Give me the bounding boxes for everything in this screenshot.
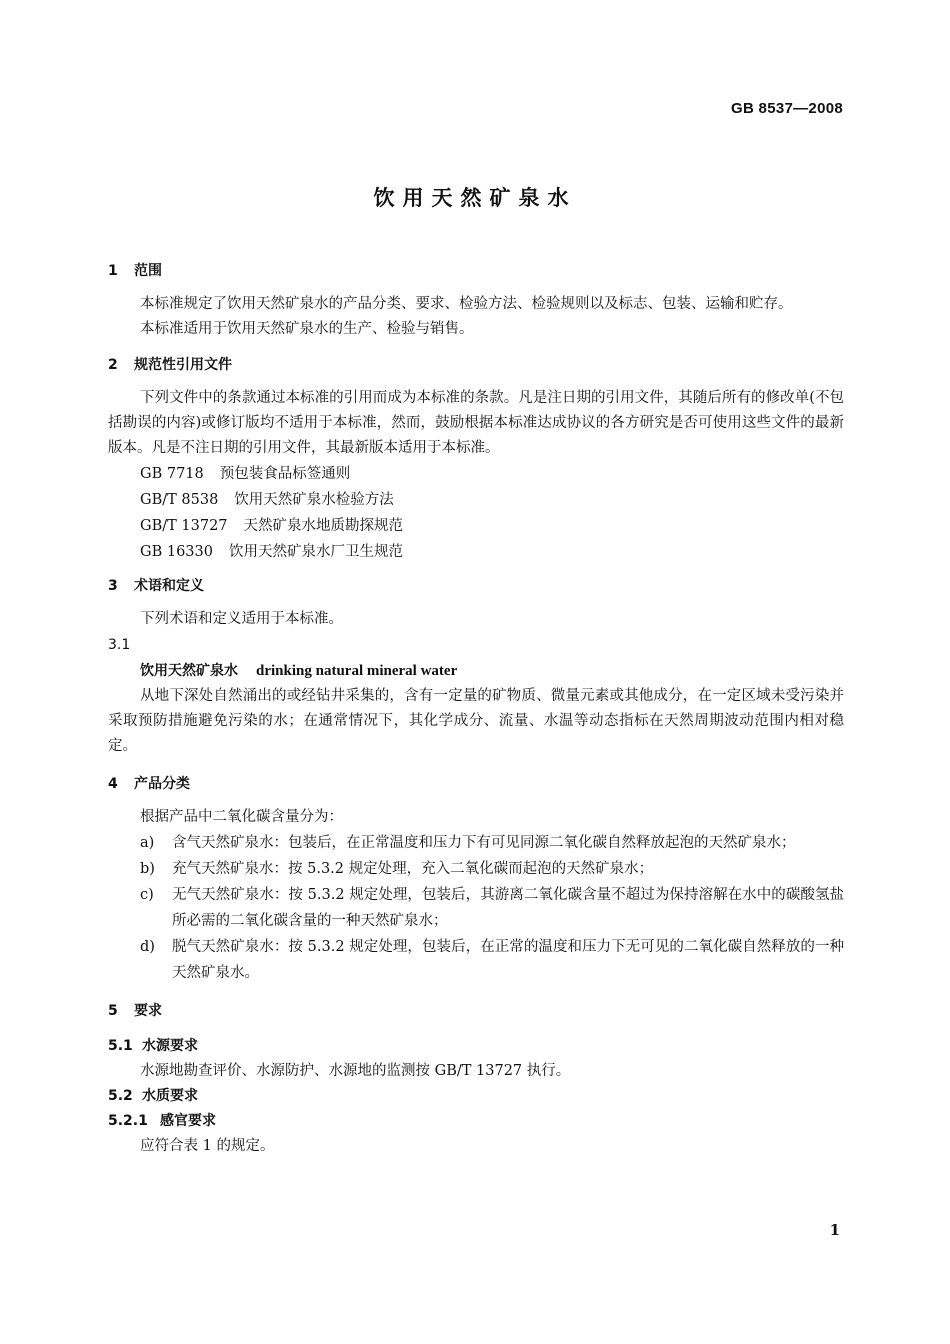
section-number: 1 [108, 263, 118, 279]
section-4-heading [108, 771, 844, 797]
section-number: 4 [108, 776, 118, 792]
section-number: 5 [108, 1003, 118, 1019]
section-2-heading [108, 352, 844, 378]
list-item: c) 无气天然矿泉水：按 5.3.2 规定处理，包装后，其游离二氧化碳含量不超过为保持溶解在水中的碳酸氢盐所必需的二氧化碳含量的一种天然矿泉水； [140, 887, 844, 929]
paragraph: 下列文件中的条款通过本标准的引用而成为本标准的条款。凡是注日期的引用文件，其随后所有的修改单(不包括勘误的内容)或修订版均不适用于本标准，然而，鼓励根据本标准达成协议的各方研究是否可使用这些文件的最新版本。凡是不注日期的引用文件，其最新版本适用于本标准。 [108, 390, 844, 456]
subsection-5-2-heading: 5.2 水质要求 [108, 1088, 198, 1104]
section-title: 产品分类 [134, 776, 190, 792]
clause-number: 3.1 [108, 637, 131, 653]
document-title: 饮用天然矿泉水 [373, 186, 577, 210]
paragraph: 本标准规定了饮用天然矿泉水的产品分类、要求、检验方法、检验规则以及标志、包装、运输和贮存。 [140, 296, 793, 312]
section-number: 2 [108, 357, 118, 373]
document-body [108, 258, 844, 1159]
subsection-5-2-1-heading: 5.2.1 感官要求 [108, 1113, 216, 1129]
list-item: d) 脱气天然矿泉水：按 5.3.2 规定处理，包装后，在正常的温度和压力下无可见的二氧化碳自然释放的一种天然矿泉水。 [140, 939, 844, 981]
term-heading [108, 658, 844, 684]
reference-item: GB/T 8538 饮用天然矿泉水检验方法 [140, 492, 394, 508]
section-title: 要求 [134, 1003, 162, 1019]
term-definition: 从地下深处自然涌出的或经钻井采集的，含有一定量的矿物质、微量元素或其他成分，在一定区域未受污染并采取预防措施避免污染的水；在通常情况下，其化学成分、流量、水温等动态指标在天然周期波动范围内相对稳定。 [108, 688, 844, 754]
paragraph: 水源地勘查评价、水源防护、水源地的监测按 GB/T 13727 执行。 [140, 1063, 571, 1079]
section-title: 规范性引用文件 [134, 357, 232, 373]
term-english: drinking natural mineral water [256, 663, 458, 679]
reference-item: GB 7718 预包装食品标签通则 [140, 466, 351, 482]
section-5-heading [108, 998, 844, 1024]
subsection-5-1-heading: 5.1 水源要求 [108, 1038, 198, 1054]
section-number: 3 [108, 578, 118, 594]
list-item: b) 充气天然矿泉水：按 5.3.2 规定处理，充入二氧化碳而起泡的天然矿泉水； [140, 861, 654, 877]
paragraph: 根据产品中二氧化碳含量分为： [140, 809, 343, 825]
reference-item: GB 16330 饮用天然矿泉水厂卫生规范 [140, 544, 403, 560]
list-item: a) 含气天然矿泉水：包装后，在正常温度和压力下有可见同源二氧化碳自然释放起泡的天然矿泉水； [140, 835, 796, 851]
paragraph: 应符合表 1 的规定。 [140, 1138, 275, 1154]
standard-code: GB 8537—2008 [730, 100, 843, 117]
paragraph: 本标准适用于饮用天然矿泉水的生产、检验与销售。 [140, 321, 474, 337]
section-3-heading [108, 573, 844, 599]
reference-item: GB/T 13727 天然矿泉水地质勘探规范 [140, 518, 404, 534]
term-chinese: 饮用天然矿泉水 [140, 663, 238, 679]
page-number: 1 [829, 1221, 840, 1239]
section-title: 术语和定义 [134, 578, 204, 594]
section-title: 范围 [134, 263, 162, 279]
section-1-heading [108, 258, 844, 284]
paragraph: 下列术语和定义适用于本标准。 [140, 611, 343, 627]
